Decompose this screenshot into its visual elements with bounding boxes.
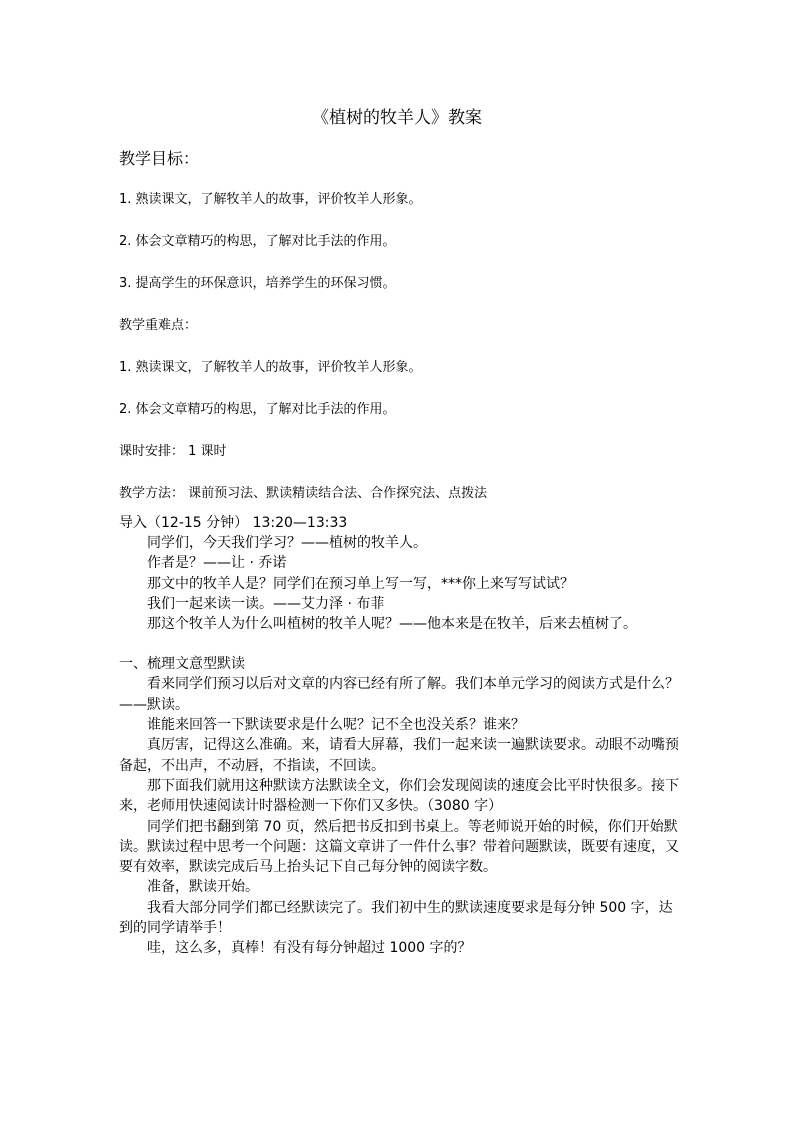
objective-item: 1. 熟读课文，了解牧羊人的故事，评价牧羊人形象。 bbox=[119, 192, 422, 207]
methods-line: 教学方法： 课前预习法、默读精读结合法、合作探究法、点拨法 bbox=[119, 486, 488, 501]
intro-heading: 导入（12-15 分钟） 13:20—13:33 bbox=[119, 515, 348, 531]
objectives-list bbox=[119, 191, 679, 527]
intro-paragraph: 作者是？——让 · 乔诺 bbox=[147, 555, 287, 572]
section1-paragraph: 那下面我们就用这种默读方法默读全文，你们会发现阅读的速度会比平时快很多。接下来，老师用快速阅读计时器检测一下你们又多快。（3080 字） bbox=[119, 777, 679, 815]
section1-heading: 一、梳理文意型默读 bbox=[119, 656, 245, 673]
section1-paragraph: 谁能来回答一下默读要求是什么呢？记不全也没关系？谁来？ bbox=[147, 717, 525, 734]
key-point-item: 1. 熟读课文，了解牧羊人的故事，评价牧羊人形象。 bbox=[119, 360, 422, 375]
objective-item: 3. 提高学生的环保意识，培养学生的环保习惯。 bbox=[119, 276, 396, 291]
lesson-body bbox=[119, 513, 679, 959]
intro-paragraph: 那文中的牧羊人是？同学们在预习单上写一写，***你上来写写试试？ bbox=[147, 575, 574, 592]
section1-paragraph: 真厉害，记得这么准确。来，请看大屏幕，我们一起来读一遍默读要求。动眼不动嘴预备起，不出声，不动唇，不指读，不回读。 bbox=[119, 737, 679, 774]
section1-paragraph: 同学们把书翻到第 70 页，然后把书反扣到书桌上。等老师说开始的时候，你们开始默读。默读过程中思考一个问题：这篇文章讲了一件什么事？带着问题默读，既要有速度，又要有效率，默读完成后马上抬头记下自己每分钟的阅读字数。 bbox=[119, 818, 679, 876]
key-points-heading: 教学重难点： bbox=[119, 318, 198, 333]
spacer bbox=[119, 634, 679, 654]
intro-paragraph: 那这个牧羊人为什么叫植树的牧羊人呢？——他本来是在牧羊，后来去植树了。 bbox=[147, 616, 637, 633]
key-point-item: 2. 体会文章精巧的构思，了解对比手法的作用。 bbox=[119, 402, 396, 417]
objective-item: 2. 体会文章精巧的构思，了解对比手法的作用。 bbox=[119, 234, 396, 249]
intro-paragraph: 我们一起来读一读。——艾力泽 · 布菲 bbox=[147, 595, 385, 612]
objectives-heading: 教学目标： bbox=[119, 149, 200, 168]
document-title: 《植树的牧羊人》教案 bbox=[312, 108, 482, 128]
schedule-line: 课时安排： 1 课时 bbox=[119, 444, 227, 459]
section1-paragraph: 哇，这么多，真棒！有没有每分钟超过 1000 字的？ bbox=[147, 940, 472, 957]
section1-paragraph: 准备，默读开始。 bbox=[147, 879, 259, 896]
section1-paragraph: 我看大部分同学们都已经默读完了。我们初中生的默读速度要求是每分钟 500 字，达到的同学请举手！ bbox=[119, 899, 673, 937]
section1-paragraph: 看来同学们预习以后对文章的内容已经有所了解。我们本单元学习的阅读方式是什么？——默读。 bbox=[119, 676, 679, 713]
intro-paragraph: 同学们，今天我们学习？——植树的牧羊人。 bbox=[147, 535, 427, 551]
